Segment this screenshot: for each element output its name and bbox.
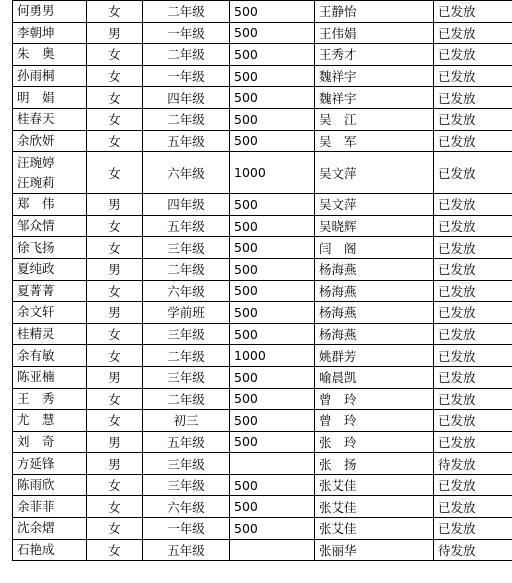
table-row — [13, 474, 512, 496]
teacher-cell: 曾 玲 — [315, 410, 434, 432]
grade-cell: 五年级 — [143, 431, 230, 453]
amount-cell: 500 — [230, 280, 315, 302]
teacher-cell: 杨海燕 — [315, 258, 434, 280]
teacher-cell: 王秀才 — [315, 44, 434, 66]
status-cell: 已发放 — [434, 431, 512, 453]
amount-cell: 500 — [230, 388, 315, 410]
gender-cell: 女 — [87, 388, 143, 410]
grade-cell: 二年级 — [143, 1, 230, 23]
teacher-cell: 魏祥宇 — [315, 65, 434, 87]
gender-cell: 男 — [87, 22, 143, 44]
student-name-cell: 余有敏 — [13, 345, 87, 367]
amount-cell: 500 — [230, 323, 315, 345]
grade-cell: 一年级 — [143, 65, 230, 87]
gender-cell: 女 — [87, 237, 143, 259]
student-name-cell: 邹众情 — [13, 215, 87, 237]
amount-cell: 500 — [230, 496, 315, 518]
teacher-cell: 张丽华 — [315, 539, 434, 561]
grade-cell: 六年级 — [143, 280, 230, 302]
table-row — [13, 518, 512, 540]
gender-cell: 女 — [87, 280, 143, 302]
status-cell: 已发放 — [434, 366, 512, 388]
table-row — [13, 215, 512, 237]
status-cell: 已发放 — [434, 87, 512, 109]
table-row — [13, 280, 512, 302]
teacher-cell: 吴晓辉 — [315, 215, 434, 237]
teacher-cell: 杨海燕 — [315, 302, 434, 324]
table-row — [13, 496, 512, 518]
teacher-cell: 吴 军 — [315, 130, 434, 152]
student-name-cell: 石艳成 — [13, 539, 87, 561]
table-row — [13, 323, 512, 345]
amount-cell: 500 — [230, 410, 315, 432]
status-cell: 已发放 — [434, 215, 512, 237]
table-row — [13, 87, 512, 109]
teacher-cell: 张 玲 — [315, 431, 434, 453]
table-row — [13, 22, 512, 44]
grade-cell: 五年级 — [143, 130, 230, 152]
gender-cell: 女 — [87, 410, 143, 432]
amount-cell: 500 — [230, 44, 315, 66]
teacher-cell: 吴文萍 — [315, 152, 434, 194]
teacher-cell: 杨海燕 — [315, 323, 434, 345]
grade-cell: 五年级 — [143, 215, 230, 237]
gender-cell: 女 — [87, 108, 143, 130]
amount-cell: 1000 — [230, 345, 315, 367]
student-name-cell: 汪琬婷 汪琬莉 — [13, 152, 87, 194]
grade-cell: 二年级 — [143, 44, 230, 66]
gender-cell: 女 — [87, 474, 143, 496]
status-cell: 已发放 — [434, 130, 512, 152]
grade-cell: 一年级 — [143, 518, 230, 540]
table-row — [13, 453, 512, 475]
teacher-cell: 闫 阁 — [315, 237, 434, 259]
table-row — [13, 410, 512, 432]
status-cell: 已发放 — [434, 258, 512, 280]
table-row — [13, 539, 512, 561]
table-row — [13, 130, 512, 152]
table-row — [13, 366, 512, 388]
student-name-cell: 方延锋 — [13, 453, 87, 475]
gender-cell: 男 — [87, 258, 143, 280]
student-name-cell: 李朝坤 — [13, 22, 87, 44]
amount-cell: 500 — [230, 366, 315, 388]
gender-cell: 女 — [87, 1, 143, 23]
gender-cell: 女 — [87, 65, 143, 87]
status-cell: 已发放 — [434, 345, 512, 367]
amount-cell: 500 — [230, 87, 315, 109]
student-name-cell: 夏菁菁 — [13, 280, 87, 302]
amount-cell: 500 — [230, 22, 315, 44]
student-name-cell: 陈雨欣 — [13, 474, 87, 496]
table-row — [13, 65, 512, 87]
student-name-cell: 王 秀 — [13, 388, 87, 410]
amount-cell: 500 — [230, 258, 315, 280]
status-cell: 已发放 — [434, 302, 512, 324]
gender-cell: 女 — [87, 539, 143, 561]
teacher-cell: 喻晨凯 — [315, 366, 434, 388]
gender-cell: 女 — [87, 87, 143, 109]
gender-cell: 女 — [87, 215, 143, 237]
grade-cell: 三年级 — [143, 453, 230, 475]
amount-cell: 500 — [230, 237, 315, 259]
status-cell: 已发放 — [434, 388, 512, 410]
teacher-cell: 杨海燕 — [315, 280, 434, 302]
table-row — [13, 431, 512, 453]
table-row — [13, 108, 512, 130]
student-name-cell: 夏纯政 — [13, 258, 87, 280]
grade-cell: 五年级 — [143, 539, 230, 561]
status-cell: 已发放 — [434, 280, 512, 302]
status-cell: 已发放 — [434, 152, 512, 194]
amount-cell: 500 — [230, 518, 315, 540]
amount-cell: 500 — [230, 194, 315, 216]
amount-cell — [230, 453, 315, 475]
table-row — [13, 152, 512, 194]
gender-cell: 女 — [87, 323, 143, 345]
gender-cell: 男 — [87, 302, 143, 324]
amount-cell: 500 — [230, 302, 315, 324]
teacher-cell: 张艾佳 — [315, 518, 434, 540]
student-name-cell: 陈亚楠 — [13, 366, 87, 388]
teacher-cell: 姚群芳 — [315, 345, 434, 367]
amount-cell: 500 — [230, 108, 315, 130]
teacher-cell: 吴文萍 — [315, 194, 434, 216]
grade-cell: 学前班 — [143, 302, 230, 324]
grade-cell: 三年级 — [143, 366, 230, 388]
status-cell: 已发放 — [434, 410, 512, 432]
stipend-table — [12, 0, 512, 561]
grade-cell: 三年级 — [143, 237, 230, 259]
student-name-cell: 余菲菲 — [13, 496, 87, 518]
teacher-cell: 曾 玲 — [315, 388, 434, 410]
grade-cell: 二年级 — [143, 345, 230, 367]
student-name-cell: 桂春天 — [13, 108, 87, 130]
grade-cell: 三年级 — [143, 323, 230, 345]
table-row — [13, 258, 512, 280]
amount-cell — [230, 539, 315, 561]
status-cell: 待发放 — [434, 453, 512, 475]
amount-cell: 500 — [230, 215, 315, 237]
amount-cell: 500 — [230, 1, 315, 23]
grade-cell: 二年级 — [143, 258, 230, 280]
grade-cell: 一年级 — [143, 22, 230, 44]
student-name-cell: 徐飞扬 — [13, 237, 87, 259]
student-name-cell: 桂精灵 — [13, 323, 87, 345]
status-cell: 已发放 — [434, 474, 512, 496]
teacher-cell: 张艾佳 — [315, 474, 434, 496]
grade-cell: 四年级 — [143, 194, 230, 216]
status-cell: 已发放 — [434, 65, 512, 87]
amount-cell: 500 — [230, 431, 315, 453]
gender-cell: 女 — [87, 44, 143, 66]
teacher-cell: 魏祥宇 — [315, 87, 434, 109]
gender-cell: 女 — [87, 345, 143, 367]
table-row — [13, 44, 512, 66]
status-cell: 已发放 — [434, 194, 512, 216]
student-name-cell: 孙雨桐 — [13, 65, 87, 87]
table-row — [13, 388, 512, 410]
gender-cell: 女 — [87, 496, 143, 518]
grade-cell: 二年级 — [143, 108, 230, 130]
gender-cell: 女 — [87, 130, 143, 152]
gender-cell: 女 — [87, 518, 143, 540]
student-name-cell: 明 娟 — [13, 87, 87, 109]
table-row — [13, 194, 512, 216]
status-cell: 已发放 — [434, 22, 512, 44]
gender-cell: 男 — [87, 431, 143, 453]
table-body — [13, 1, 512, 561]
student-name-cell: 刘 奇 — [13, 431, 87, 453]
grade-cell: 初三 — [143, 410, 230, 432]
student-name-cell: 余文轩 — [13, 302, 87, 324]
status-cell: 待发放 — [434, 539, 512, 561]
grade-cell: 六年级 — [143, 152, 230, 194]
status-cell: 已发放 — [434, 44, 512, 66]
teacher-cell: 王伟娟 — [315, 22, 434, 44]
student-name-cell: 余欣妍 — [13, 130, 87, 152]
student-name-cell: 何勇男 — [13, 1, 87, 23]
amount-cell: 500 — [230, 474, 315, 496]
amount-cell: 1000 — [230, 152, 315, 194]
table-row — [13, 1, 512, 23]
table-row — [13, 237, 512, 259]
gender-cell: 男 — [87, 194, 143, 216]
grade-cell: 四年级 — [143, 87, 230, 109]
grade-cell: 二年级 — [143, 388, 230, 410]
status-cell: 已发放 — [434, 1, 512, 23]
grade-cell: 三年级 — [143, 474, 230, 496]
table-row — [13, 345, 512, 367]
teacher-cell: 张艾佳 — [315, 496, 434, 518]
gender-cell: 男 — [87, 453, 143, 475]
teacher-cell: 吴 江 — [315, 108, 434, 130]
student-name-cell: 郑 伟 — [13, 194, 87, 216]
gender-cell: 女 — [87, 152, 143, 194]
amount-cell: 500 — [230, 65, 315, 87]
student-name-cell: 尤 慧 — [13, 410, 87, 432]
status-cell: 已发放 — [434, 323, 512, 345]
grade-cell: 六年级 — [143, 496, 230, 518]
status-cell: 已发放 — [434, 518, 512, 540]
amount-cell: 500 — [230, 130, 315, 152]
status-cell: 已发放 — [434, 108, 512, 130]
status-cell: 已发放 — [434, 237, 512, 259]
teacher-cell: 张 扬 — [315, 453, 434, 475]
student-name-cell: 朱 奥 — [13, 44, 87, 66]
student-name-cell: 沈余熠 — [13, 518, 87, 540]
gender-cell: 男 — [87, 366, 143, 388]
teacher-cell: 王静怡 — [315, 1, 434, 23]
table-row — [13, 302, 512, 324]
status-cell: 已发放 — [434, 496, 512, 518]
